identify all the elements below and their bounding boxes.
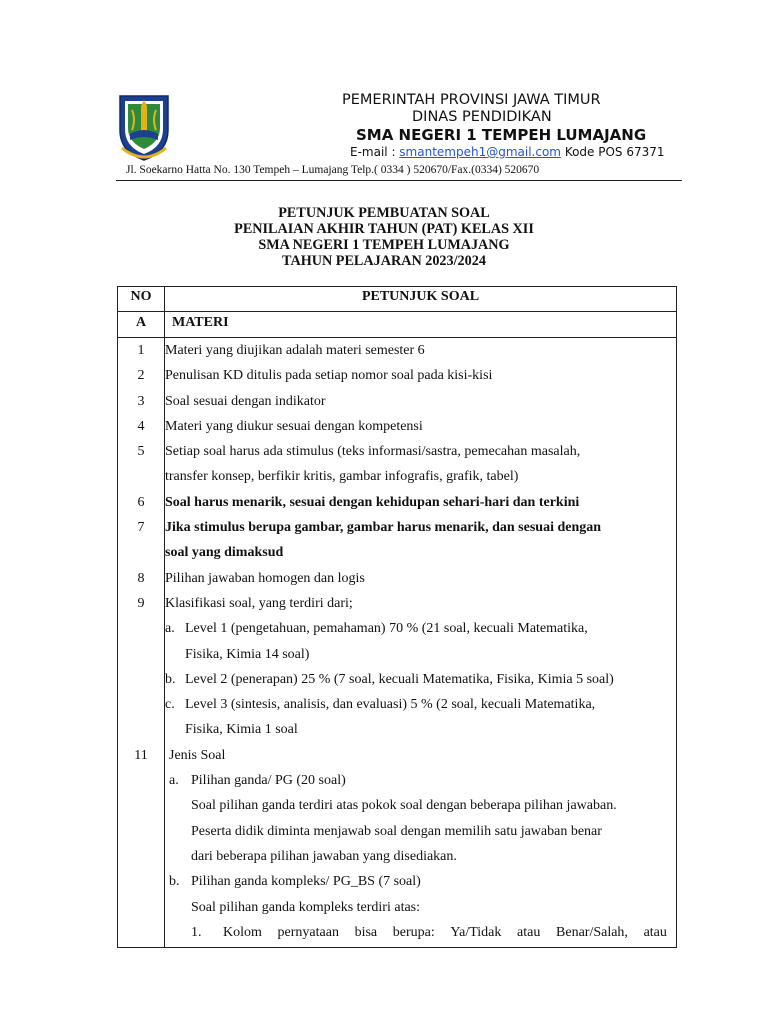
- list-item-text: Level 1 (pengetahuan, pemahaman) 70 % (21 soal, kecuali Matematika,: [185, 621, 588, 637]
- title-line-3: SMA NEGERI 1 TEMPEH LUMAJANG: [258, 237, 510, 253]
- list-marker: 1.: [191, 924, 202, 940]
- list-item: [165, 694, 676, 719]
- instruction-text: Soal sesuai dengan indikator: [165, 393, 326, 409]
- letterhead-contact: [110, 145, 676, 160]
- word: atau: [517, 924, 541, 940]
- list-item-text: Pilihan ganda/ PG (20 soal): [191, 773, 346, 789]
- table-body-row: [118, 338, 677, 948]
- letterhead-address: Jl. Soekarno Hatta No. 130 Tempeh – Lumajang Telp.( 0334 ) 520670/Fax.(0334) 520670: [126, 164, 540, 176]
- instruction-text: Penulisan KD ditulis pada setiap nomor soal pada kisi-kisi: [165, 368, 493, 384]
- word: Benar/Salah,: [556, 924, 628, 940]
- instruction-text: Klasifikasi soal, yang terdiri dari;: [165, 595, 353, 611]
- word: berupa:: [392, 924, 435, 940]
- row-number: 7: [137, 520, 145, 536]
- list-item: [165, 618, 676, 643]
- letterhead-divider: [116, 180, 682, 181]
- word: Kolom: [223, 924, 262, 940]
- list-item-text: Pilihan ganda kompleks/ PG_BS (7 soal): [191, 874, 421, 890]
- header-no: NO: [118, 287, 165, 312]
- letterhead-department: DINAS PENDIDIKAN: [412, 109, 552, 125]
- list-item-continuation: Fisika, Kimia 14 soal): [185, 646, 310, 662]
- instruction-text: Setiap soal harus ada stimulus (teks informasi/sastra, pemecahan masalah,: [165, 444, 581, 460]
- row-number: 8: [137, 570, 145, 586]
- table-header-row: [118, 287, 677, 312]
- instruction-text: soal yang dimaksud: [165, 545, 284, 561]
- list-marker: a.: [165, 621, 175, 637]
- header-petunjuk: PETUNJUK SOAL: [165, 287, 677, 312]
- instruction-text: Jika stimulus berupa gambar, gambar harus menarik, dan sesuai dengan: [165, 520, 602, 536]
- row-number: 11: [134, 747, 148, 763]
- list-marker: c.: [165, 697, 175, 713]
- section-no: A: [118, 312, 165, 338]
- paragraph-text: dari beberapa pilihan jawaban yang disediakan.: [191, 848, 457, 864]
- instruction-column: [165, 338, 677, 948]
- word: atau: [643, 924, 667, 940]
- list-item: [165, 669, 676, 694]
- document-title-block: [0, 205, 768, 269]
- letterhead-text: [110, 91, 676, 160]
- justified-text: [223, 922, 667, 947]
- email-label: E-mail :: [350, 145, 400, 159]
- instruction-text: Pilihan jawaban homogen dan logis: [165, 570, 365, 586]
- instruction-table: [117, 286, 677, 948]
- list-marker: b.: [165, 671, 176, 687]
- title-line-4: TAHUN PELAJARAN 2023/2024: [282, 253, 486, 269]
- row-number: 2: [137, 368, 145, 384]
- row-number: 4: [137, 418, 145, 434]
- row-number: 9: [137, 595, 145, 611]
- paragraph-text: Soal pilihan ganda kompleks terdiri atas:: [191, 899, 421, 915]
- instruction-text: Materi yang diujikan adalah materi semester 6: [165, 343, 425, 358]
- instruction-text: Soal harus menarik, sesuai dengan kehidupan sehari-hari dan terkini: [165, 494, 580, 510]
- list-marker: a.: [169, 773, 179, 789]
- list-item: [165, 871, 676, 896]
- list-item: [165, 770, 676, 795]
- list-item-text: Level 3 (sintesis, analisis, dan evaluasi) 5 % (2 soal, kecuali Matematika,: [185, 697, 596, 713]
- word: Ya/Tidak: [450, 924, 502, 940]
- list-item-text: Level 2 (penerapan) 25 % (7 soal, kecuali Matematika, Fisika, Kimia 5 soal): [185, 671, 614, 687]
- letterhead: [110, 88, 676, 180]
- letterhead-province: PEMERINTAH PROVINSI JAWA TIMUR: [342, 92, 601, 108]
- row-number: 3: [137, 393, 145, 409]
- paragraph-text: Soal pilihan ganda terdiri atas pokok soal dengan beberapa pilihan jawaban.: [191, 798, 617, 814]
- section-title: MATERI: [165, 312, 677, 338]
- instruction-text: Materi yang diukur sesuai dengan kompetensi: [165, 418, 423, 434]
- word: bisa: [354, 924, 378, 940]
- email-link[interactable]: smantempeh1@gmail.com: [399, 145, 561, 159]
- title-line-2: PENILAIAN AKHIR TAHUN (PAT) KELAS XII: [234, 221, 534, 237]
- list-item: [165, 922, 676, 947]
- row-number: 1: [137, 343, 145, 358]
- number-column: [118, 338, 165, 948]
- section-row: [118, 312, 677, 338]
- paragraph-text: Peserta didik diminta menjawab soal dengan memilih satu jawaban benar: [191, 823, 602, 839]
- list-marker: b.: [169, 874, 180, 890]
- list-item-continuation: Fisika, Kimia 1 soal: [185, 722, 298, 738]
- row-number: 6: [137, 494, 145, 510]
- instruction-text: transfer konsep, berfikir kritis, gambar infografis, grafik, tabel): [165, 469, 519, 485]
- postal-code: Kode POS 67371: [561, 145, 665, 159]
- instruction-text: Jenis Soal: [169, 747, 226, 763]
- letterhead-school: SMA NEGERI 1 TEMPEH LUMAJANG: [356, 126, 647, 144]
- title-line-1: PETUNJUK PEMBUATAN SOAL: [278, 205, 490, 221]
- word: pernyataan: [277, 924, 339, 940]
- row-number: 5: [137, 444, 145, 460]
